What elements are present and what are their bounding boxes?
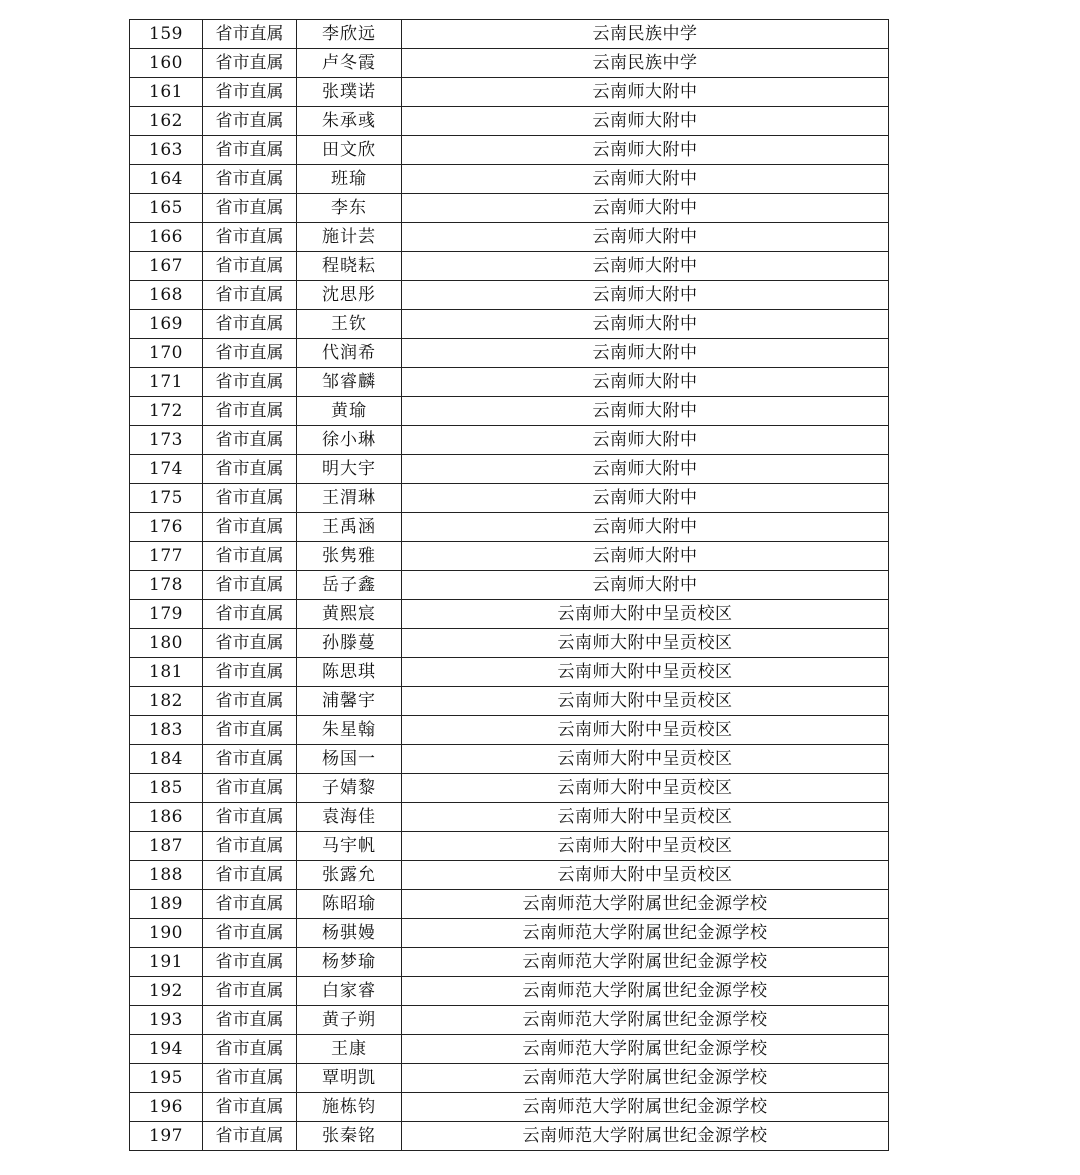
school-cell: 云南师范大学附属世纪金源学校 xyxy=(402,1064,889,1093)
category-cell: 省市直属 xyxy=(203,600,297,629)
row-number-cell: 160 xyxy=(130,49,203,78)
table-row xyxy=(130,774,889,803)
school-cell: 云南民族中学 xyxy=(402,20,889,49)
table-row xyxy=(130,948,889,977)
school-cell: 云南师范大学附属世纪金源学校 xyxy=(402,890,889,919)
row-number-cell: 163 xyxy=(130,136,203,165)
student-name-cell: 张璞诺 xyxy=(297,78,402,107)
table-row xyxy=(130,49,889,78)
row-number-cell: 173 xyxy=(130,426,203,455)
table-row xyxy=(130,745,889,774)
table-row xyxy=(130,1093,889,1122)
student-name-cell: 李欣远 xyxy=(297,20,402,49)
student-name-cell: 李东 xyxy=(297,194,402,223)
table-row xyxy=(130,542,889,571)
student-name-cell: 杨骐嫚 xyxy=(297,919,402,948)
category-cell: 省市直属 xyxy=(203,368,297,397)
student-name-cell: 陈思琪 xyxy=(297,658,402,687)
category-cell: 省市直属 xyxy=(203,977,297,1006)
row-number-cell: 180 xyxy=(130,629,203,658)
category-cell: 省市直属 xyxy=(203,803,297,832)
student-name-cell: 朱星翰 xyxy=(297,716,402,745)
school-cell: 云南师大附中 xyxy=(402,339,889,368)
student-name-cell: 陈昭瑜 xyxy=(297,890,402,919)
row-number-cell: 169 xyxy=(130,310,203,339)
student-name-cell: 浦馨宇 xyxy=(297,687,402,716)
school-cell: 云南师大附中 xyxy=(402,542,889,571)
school-cell: 云南师大附中 xyxy=(402,310,889,339)
school-cell: 云南师大附中 xyxy=(402,223,889,252)
student-name-cell: 孙滕蔓 xyxy=(297,629,402,658)
table-row xyxy=(130,252,889,281)
row-number-cell: 189 xyxy=(130,890,203,919)
row-number-cell: 191 xyxy=(130,948,203,977)
student-name-cell: 黄熙宸 xyxy=(297,600,402,629)
table-row xyxy=(130,600,889,629)
student-name-cell: 王渭琳 xyxy=(297,484,402,513)
row-number-cell: 187 xyxy=(130,832,203,861)
school-cell: 云南师大附中呈贡校区 xyxy=(402,658,889,687)
school-cell: 云南师大附中 xyxy=(402,426,889,455)
school-cell: 云南师大附中呈贡校区 xyxy=(402,716,889,745)
row-number-cell: 186 xyxy=(130,803,203,832)
table-row xyxy=(130,1122,889,1151)
school-cell: 云南师大附中呈贡校区 xyxy=(402,832,889,861)
student-name-cell: 朱承彧 xyxy=(297,107,402,136)
school-cell: 云南师大附中呈贡校区 xyxy=(402,774,889,803)
student-name-cell: 程晓耘 xyxy=(297,252,402,281)
category-cell: 省市直属 xyxy=(203,658,297,687)
table-row xyxy=(130,571,889,600)
category-cell: 省市直属 xyxy=(203,194,297,223)
table-row xyxy=(130,281,889,310)
table-row xyxy=(130,1006,889,1035)
school-cell: 云南师大附中 xyxy=(402,78,889,107)
student-name-cell: 张露允 xyxy=(297,861,402,890)
school-cell: 云南师大附中 xyxy=(402,107,889,136)
category-cell: 省市直属 xyxy=(203,745,297,774)
table-row xyxy=(130,687,889,716)
school-cell: 云南师大附中 xyxy=(402,397,889,426)
table-row xyxy=(130,803,889,832)
category-cell: 省市直属 xyxy=(203,890,297,919)
category-cell: 省市直属 xyxy=(203,339,297,368)
category-cell: 省市直属 xyxy=(203,716,297,745)
row-number-cell: 174 xyxy=(130,455,203,484)
row-number-cell: 195 xyxy=(130,1064,203,1093)
category-cell: 省市直属 xyxy=(203,774,297,803)
category-cell: 省市直属 xyxy=(203,1006,297,1035)
school-cell: 云南师大附中呈贡校区 xyxy=(402,629,889,658)
student-name-cell: 明大宇 xyxy=(297,455,402,484)
school-cell: 云南师大附中 xyxy=(402,281,889,310)
row-number-cell: 194 xyxy=(130,1035,203,1064)
roster-table-body xyxy=(130,20,889,1151)
row-number-cell: 183 xyxy=(130,716,203,745)
category-cell: 省市直属 xyxy=(203,861,297,890)
student-name-cell: 袁海佳 xyxy=(297,803,402,832)
category-cell: 省市直属 xyxy=(203,948,297,977)
school-cell: 云南师大附中 xyxy=(402,368,889,397)
category-cell: 省市直属 xyxy=(203,484,297,513)
student-name-cell: 白家睿 xyxy=(297,977,402,1006)
row-number-cell: 177 xyxy=(130,542,203,571)
school-cell: 云南师大附中 xyxy=(402,194,889,223)
table-row xyxy=(130,629,889,658)
table-row xyxy=(130,1035,889,1064)
category-cell: 省市直属 xyxy=(203,223,297,252)
category-cell: 省市直属 xyxy=(203,78,297,107)
row-number-cell: 181 xyxy=(130,658,203,687)
category-cell: 省市直属 xyxy=(203,1093,297,1122)
student-name-cell: 施计芸 xyxy=(297,223,402,252)
roster-table xyxy=(129,19,889,1151)
table-row xyxy=(130,484,889,513)
school-cell: 云南师大附中 xyxy=(402,571,889,600)
student-name-cell: 卢冬霞 xyxy=(297,49,402,78)
student-name-cell: 杨国一 xyxy=(297,745,402,774)
school-cell: 云南师大附中呈贡校区 xyxy=(402,803,889,832)
school-cell: 云南师大附中呈贡校区 xyxy=(402,687,889,716)
student-name-cell: 沈思彤 xyxy=(297,281,402,310)
row-number-cell: 176 xyxy=(130,513,203,542)
category-cell: 省市直属 xyxy=(203,310,297,339)
student-name-cell: 马宇帆 xyxy=(297,832,402,861)
student-name-cell: 黄子朔 xyxy=(297,1006,402,1035)
row-number-cell: 178 xyxy=(130,571,203,600)
school-cell: 云南师范大学附属世纪金源学校 xyxy=(402,1122,889,1151)
table-row xyxy=(130,977,889,1006)
category-cell: 省市直属 xyxy=(203,629,297,658)
school-cell: 云南师大附中 xyxy=(402,136,889,165)
school-cell: 云南师范大学附属世纪金源学校 xyxy=(402,1035,889,1064)
table-row xyxy=(130,194,889,223)
school-cell: 云南师范大学附属世纪金源学校 xyxy=(402,948,889,977)
row-number-cell: 179 xyxy=(130,600,203,629)
school-cell: 云南师大附中 xyxy=(402,165,889,194)
category-cell: 省市直属 xyxy=(203,832,297,861)
row-number-cell: 159 xyxy=(130,20,203,49)
row-number-cell: 166 xyxy=(130,223,203,252)
category-cell: 省市直属 xyxy=(203,281,297,310)
category-cell: 省市直属 xyxy=(203,252,297,281)
table-row xyxy=(130,368,889,397)
category-cell: 省市直属 xyxy=(203,20,297,49)
table-row xyxy=(130,455,889,484)
table-row xyxy=(130,223,889,252)
row-number-cell: 162 xyxy=(130,107,203,136)
table-row xyxy=(130,426,889,455)
student-name-cell: 黄瑜 xyxy=(297,397,402,426)
student-name-cell: 代润希 xyxy=(297,339,402,368)
school-cell: 云南师大附中 xyxy=(402,252,889,281)
row-number-cell: 171 xyxy=(130,368,203,397)
student-name-cell: 覃明凯 xyxy=(297,1064,402,1093)
school-cell: 云南师范大学附属世纪金源学校 xyxy=(402,1093,889,1122)
school-cell: 云南师大附中呈贡校区 xyxy=(402,745,889,774)
row-number-cell: 190 xyxy=(130,919,203,948)
row-number-cell: 165 xyxy=(130,194,203,223)
table-row xyxy=(130,716,889,745)
table-row xyxy=(130,397,889,426)
student-name-cell: 张隽雅 xyxy=(297,542,402,571)
row-number-cell: 175 xyxy=(130,484,203,513)
table-row xyxy=(130,832,889,861)
table-row xyxy=(130,919,889,948)
table-row xyxy=(130,165,889,194)
table-row xyxy=(130,1064,889,1093)
row-number-cell: 168 xyxy=(130,281,203,310)
row-number-cell: 172 xyxy=(130,397,203,426)
student-name-cell: 子婧黎 xyxy=(297,774,402,803)
category-cell: 省市直属 xyxy=(203,49,297,78)
row-number-cell: 196 xyxy=(130,1093,203,1122)
category-cell: 省市直属 xyxy=(203,1122,297,1151)
category-cell: 省市直属 xyxy=(203,513,297,542)
table-row xyxy=(130,513,889,542)
category-cell: 省市直属 xyxy=(203,426,297,455)
table-row xyxy=(130,310,889,339)
student-name-cell: 邹睿麟 xyxy=(297,368,402,397)
table-row xyxy=(130,890,889,919)
table-row xyxy=(130,78,889,107)
row-number-cell: 167 xyxy=(130,252,203,281)
school-cell: 云南师大附中 xyxy=(402,484,889,513)
row-number-cell: 185 xyxy=(130,774,203,803)
student-name-cell: 施栋钧 xyxy=(297,1093,402,1122)
row-number-cell: 193 xyxy=(130,1006,203,1035)
category-cell: 省市直属 xyxy=(203,455,297,484)
student-name-cell: 岳子鑫 xyxy=(297,571,402,600)
table-row xyxy=(130,861,889,890)
school-cell: 云南师大附中 xyxy=(402,513,889,542)
row-number-cell: 170 xyxy=(130,339,203,368)
category-cell: 省市直属 xyxy=(203,397,297,426)
school-cell: 云南师范大学附属世纪金源学校 xyxy=(402,1006,889,1035)
student-name-cell: 王钦 xyxy=(297,310,402,339)
category-cell: 省市直属 xyxy=(203,919,297,948)
row-number-cell: 161 xyxy=(130,78,203,107)
school-cell: 云南师大附中呈贡校区 xyxy=(402,861,889,890)
category-cell: 省市直属 xyxy=(203,107,297,136)
row-number-cell: 188 xyxy=(130,861,203,890)
student-name-cell: 徐小琳 xyxy=(297,426,402,455)
table-row xyxy=(130,20,889,49)
row-number-cell: 164 xyxy=(130,165,203,194)
school-cell: 云南师范大学附属世纪金源学校 xyxy=(402,919,889,948)
category-cell: 省市直属 xyxy=(203,1064,297,1093)
school-cell: 云南师大附中 xyxy=(402,455,889,484)
table-row xyxy=(130,107,889,136)
category-cell: 省市直属 xyxy=(203,687,297,716)
student-name-cell: 班瑜 xyxy=(297,165,402,194)
student-name-cell: 杨梦瑜 xyxy=(297,948,402,977)
category-cell: 省市直属 xyxy=(203,1035,297,1064)
student-name-cell: 王康 xyxy=(297,1035,402,1064)
row-number-cell: 192 xyxy=(130,977,203,1006)
roster-sheet xyxy=(129,19,888,1151)
table-row xyxy=(130,339,889,368)
school-cell: 云南师范大学附属世纪金源学校 xyxy=(402,977,889,1006)
category-cell: 省市直属 xyxy=(203,571,297,600)
row-number-cell: 184 xyxy=(130,745,203,774)
student-name-cell: 王禹涵 xyxy=(297,513,402,542)
category-cell: 省市直属 xyxy=(203,136,297,165)
student-name-cell: 张秦铭 xyxy=(297,1122,402,1151)
table-row xyxy=(130,136,889,165)
row-number-cell: 182 xyxy=(130,687,203,716)
school-cell: 云南师大附中呈贡校区 xyxy=(402,600,889,629)
row-number-cell: 197 xyxy=(130,1122,203,1151)
table-row xyxy=(130,658,889,687)
school-cell: 云南民族中学 xyxy=(402,49,889,78)
category-cell: 省市直属 xyxy=(203,542,297,571)
student-name-cell: 田文欣 xyxy=(297,136,402,165)
category-cell: 省市直属 xyxy=(203,165,297,194)
